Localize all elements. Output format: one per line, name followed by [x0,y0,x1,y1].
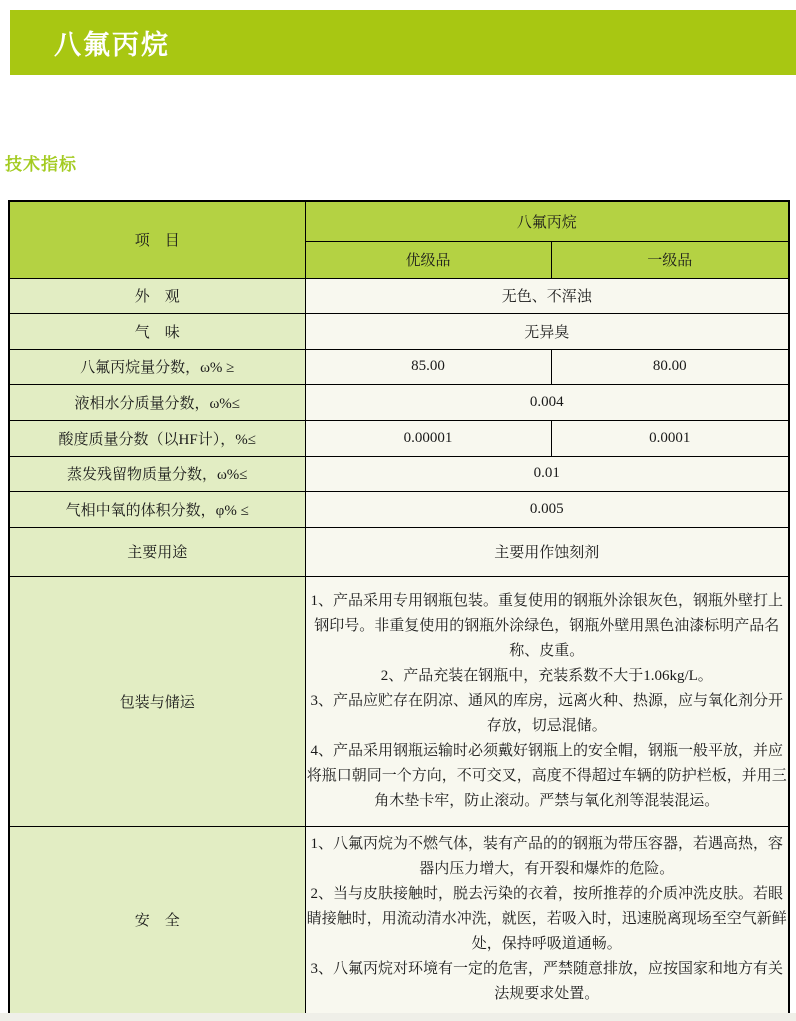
table-row [9,313,789,349]
row-value-odor: 无异臭 [305,313,789,349]
row-label-water: 液相水分质量分数，ω%≤ [9,384,305,420]
table-row [9,384,789,420]
packaging-paragraph: 2、产品充装在钢瓶中，充装系数不大于1.06kg/L。 [380,667,713,684]
row-label-residue: 蒸发残留物质量分数，ω%≤ [9,456,305,491]
row-value-appearance: 无色、不浑浊 [305,278,789,313]
table-row [9,576,789,826]
row-label-appearance: 外 观 [9,278,305,313]
section-heading: 技术指标 [5,155,77,174]
packaging-paragraph: 3、产品应贮存在阴凉、通风的库房，远离火种、热源，应与氧化剂分开存放，切忌混储。 [310,692,784,734]
row-value-residue: 0.01 [305,456,789,491]
page-bottom-strip [0,1013,796,1021]
col-header-first-grade: 一级品 [551,241,789,278]
table-row [9,420,789,456]
page-title: 八氟丙烷 [54,30,170,60]
safety-paragraph: 3、八氟丙烷对环境有一定的危害，严禁随意排放，应按国家和地方有关法规要求处置。 [310,961,784,1003]
safety-paragraph: 1、八氟丙烷为不燃气体，装有产品的的钢瓶为带压容器，若遇高热，容器内压力增大，有开裂和爆炸的危险。 [310,836,784,878]
row-label-packaging: 包装与储运 [9,576,305,826]
row-value-oxygen: 0.005 [305,491,789,527]
packaging-paragraph: 4、产品采用钢瓶运输时必须戴好钢瓶上的安全帽，钢瓶一般平放，并应将瓶口朝同一个方向，不可交叉，高度不得超过车辆的防护栏板，并用三角木垫卡牢，防止滚动。严禁与氧化剂等混装混运。 [306,742,787,809]
row-label-odor: 气 味 [9,313,305,349]
packaging-paragraph: 1、产品采用专用钢瓶包装。重复使用的钢瓶外涂银灰色，钢瓶外壁打上钢印号。非重复使用的钢瓶外涂绿色，钢瓶外壁用黑色油漆标明产品名称、皮重。 [310,592,784,659]
row-label-purity: 八氟丙烷量分数，ω% ≥ [9,349,305,384]
table-row [9,527,789,576]
table-row [9,278,789,313]
col-header-item: 项 目 [9,201,305,278]
row-label-safety: 安 全 [9,826,305,1014]
table-row [9,826,789,1014]
row-value-purity-premium: 85.00 [305,349,551,384]
table-row [9,491,789,527]
spec-table [8,200,790,1015]
row-label-oxygen: 气相中氧的体积分数，φ% ≤ [9,491,305,527]
row-label-usage: 主要用途 [9,527,305,576]
table-row [9,456,789,491]
table-row [9,349,789,384]
row-value-acidity-first: 0.0001 [551,420,789,456]
row-value-water: 0.004 [305,384,789,420]
col-header-product: 八氟丙烷 [305,201,789,241]
row-value-safety [305,826,789,1014]
page-title-bar [10,10,796,75]
col-header-premium-grade: 优级品 [305,241,551,278]
safety-paragraph: 2、当与皮肤接触时，脱去污染的衣着，按所推荐的介质冲洗皮肤。若眼睛接触时，用流动清水冲洗，就医，若吸入时，迅速脱离现场至空气新鲜处，保持呼吸道通畅。 [306,886,787,953]
row-value-packaging [305,576,789,826]
row-value-acidity-premium: 0.00001 [305,420,551,456]
row-label-acidity: 酸度质量分数（以HF计），%≤ [9,420,305,456]
row-value-purity-first: 80.00 [551,349,789,384]
row-value-usage: 主要用作蚀刻剂 [305,527,789,576]
